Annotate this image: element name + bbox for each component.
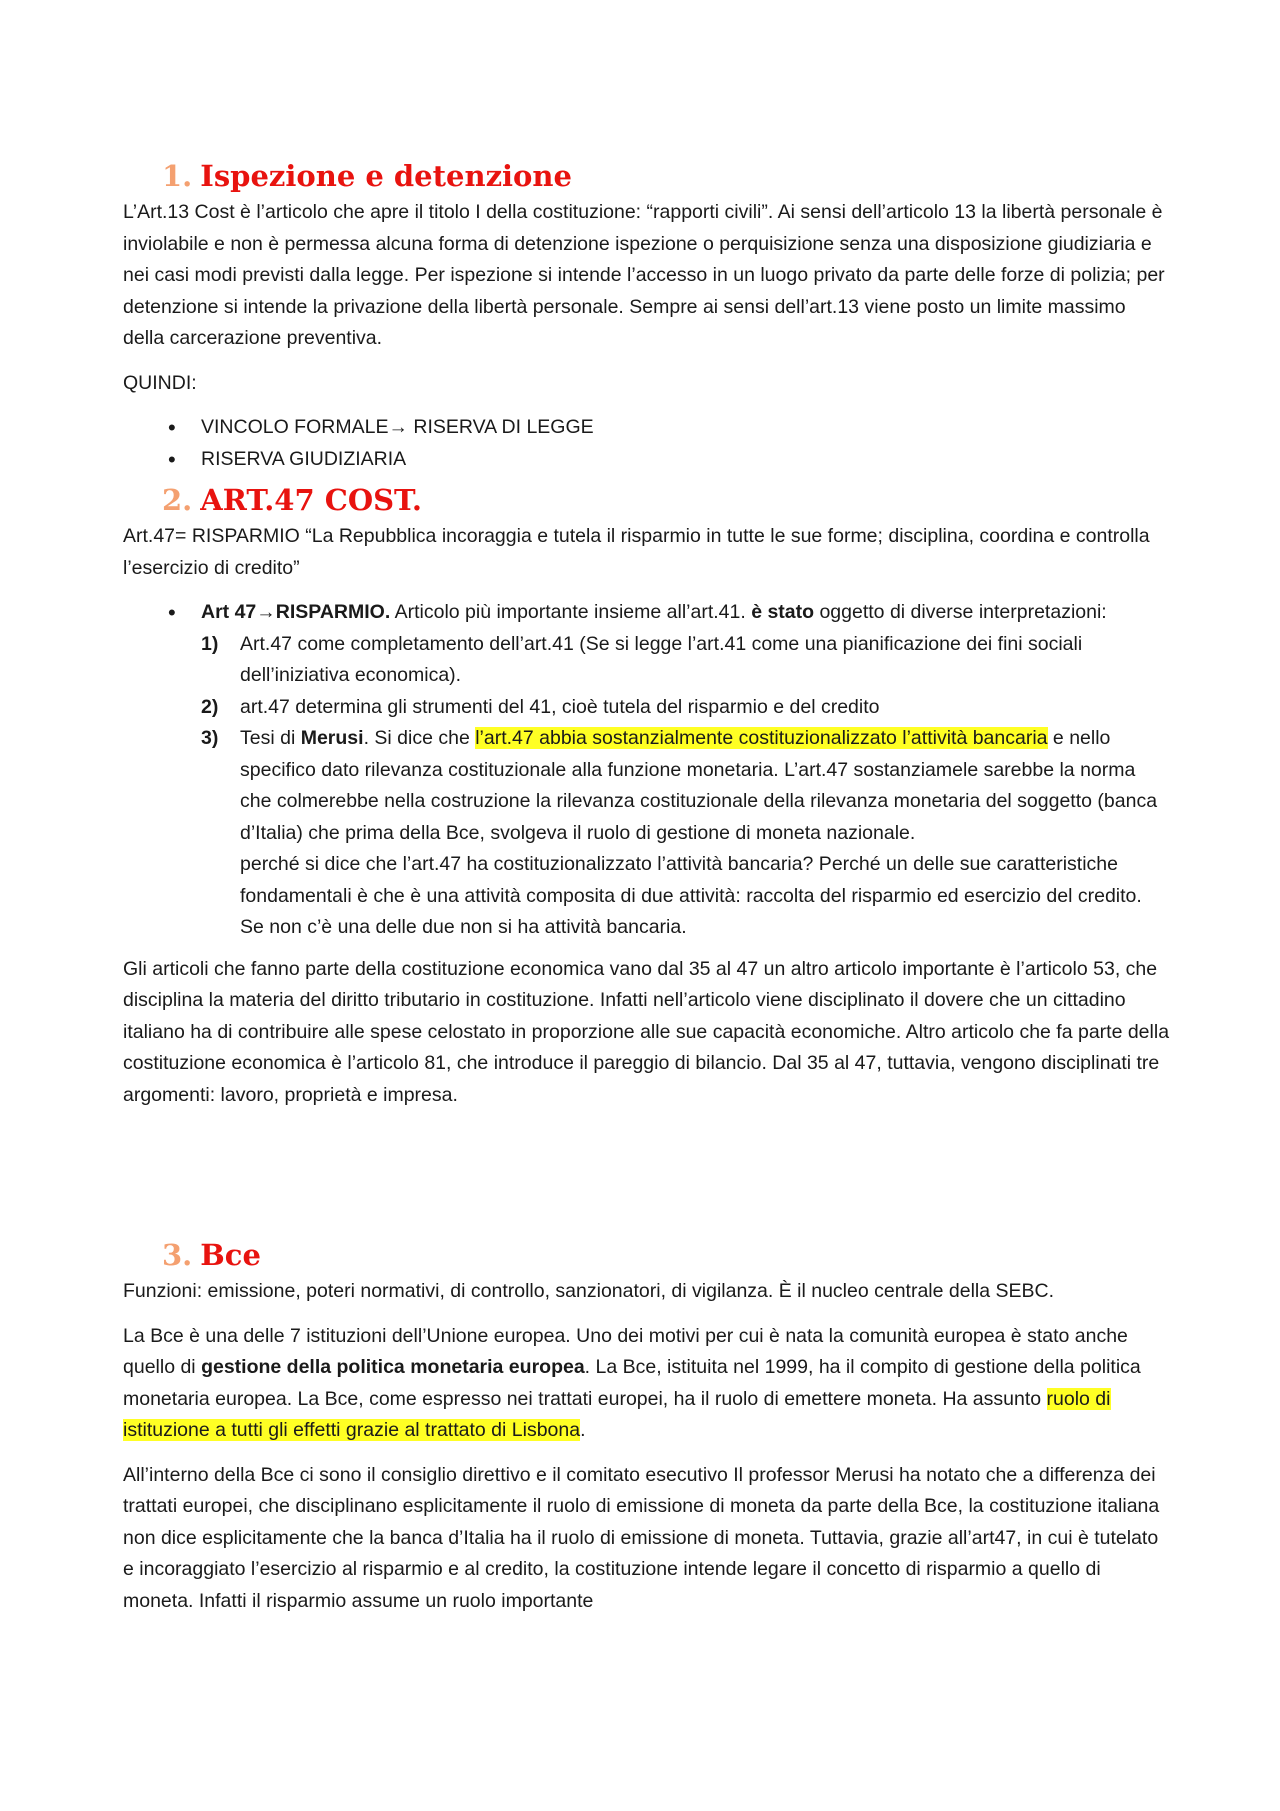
numbered-list: [201, 629, 1170, 944]
bold-text: è stato: [751, 601, 815, 623]
text-run: Art.47 come completamento dell’art.41 (Se si legge l’art.41 come una pianificazione dei fini sociali dell’iniziativa economica).: [240, 632, 1083, 686]
arrow-icon: →: [388, 416, 408, 438]
text-run: La Bce è una delle 7 istituzioni dell’Unione europea. Uno dei motivi per cui è nata la comunità europea è stato anche quello di: [123, 1324, 1128, 1378]
paragraph: QUINDI:: [123, 371, 197, 394]
section-heading-2: [162, 479, 1170, 521]
list-item: [201, 597, 1170, 944]
list-marker: 3): [201, 727, 219, 749]
bold-text: Merusi: [300, 727, 364, 749]
list-marker: 1): [201, 632, 219, 655]
paragraph: Gli articoli che fanno parte della costituzione economica vano dal 35 al 47 un altro articolo importante è l’articolo 53, che disciplina la materia del diritto tributario in costituzione. Infatti nell’articolo viene disciplinato il dovere che un cittadino italiano ha di contribuire alle spese celostato in proporzione alle sue capacità economiche. Altro articolo che fa parte della costituzione economica è l’articolo 81, che introduce il pareggio di bilancio. Dal 35 al 47, tuttavia, vengono disciplinati tre argomenti: lavoro, proprietà e impresa.: [123, 957, 1170, 1106]
text-run: art.47 determina gli strumenti del 41, cioè tutela del risparmio e del credito: [240, 695, 880, 718]
section-number: 1.: [162, 159, 193, 193]
text-run: perché si dice che l’art.47 ha costituzionalizzato l’attività bancaria? Perché un delle sue caratteristiche fondamentali è che è una attività composita di due attività: raccolta del risparmio ed esercizio del credito. Se non c’è una delle due non si ha attività bancaria.: [240, 853, 1142, 938]
highlighted-text: l’art.47 abbia sostanzialmente costituzionalizzato l’attività bancaria: [475, 727, 1048, 749]
paragraph: Art.47= RISPARMIO “La Repubblica incoraggia e tutela il risparmio in tutte le sue forme; disciplina, coordina e controlla l’esercizio di credito”: [123, 525, 1150, 579]
text-run: . Si dice che: [363, 727, 476, 749]
highlighted-text: ruolo di istituzione a tutti gli effetti grazie al trattato di Lisbona: [123, 1387, 1111, 1441]
section-number: 2.: [162, 483, 193, 517]
list-marker: 2): [201, 695, 219, 718]
list-item: [201, 412, 1170, 444]
section-heading-1: [162, 155, 1170, 197]
bold-text: gestione della politica monetaria europea: [201, 1356, 585, 1378]
list-item: • RISERVA GIUDIZIARIA: [201, 444, 1170, 476]
document-page: [123, 155, 1170, 1630]
list-item: [201, 629, 1170, 692]
text-run: .: [580, 1419, 586, 1441]
bold-text: Art 47: [201, 601, 257, 623]
bullet-list: [123, 597, 1170, 944]
bold-text: RISPARMIO.: [275, 601, 391, 623]
section-title: ART.47 COST.: [200, 483, 422, 517]
text-run: Articolo più importante insieme all’art.41.: [390, 601, 752, 623]
arrow-icon: →: [256, 601, 276, 623]
paragraph: All’interno della Bce ci sono il consiglio direttivo e il comitato esecutivo Il professor Merusi ha notato che a differenza dei trattati europei, che disciplinano esplicitamente il ruolo di emissione di moneta da parte della Bce, la costituzione italiana non dice esplicitamente che la banca d’Italia ha il ruolo di emissione di moneta. Tuttavia, grazie all’art47, in cui è tutelato e incoraggiato l’esercizio al risparmio e al credito, la costituzione intende legare il concetto di risparmio a quello di moneta. Infatti il risparmio assume un ruolo importante: [123, 1463, 1160, 1612]
paragraph: Funzioni: emissione, poteri normativi, di controllo, sanzionatori, di vigilanza. È il nucleo centrale della SEBC.: [123, 1280, 1055, 1302]
section-title: Bce: [200, 1238, 261, 1272]
bullet-list: [123, 412, 1170, 475]
text-run: Tesi di: [240, 727, 301, 749]
list-item: [201, 692, 1170, 724]
paragraph: L’Art.13 Cost è l’articolo che apre il titolo I della costituzione: “rapporti civili”. Ai sensi dell’articolo 13 la libertà personale è inviolabile e non è permessa alcuna forma di detenzione ispezione o perquisizione senza una disposizione giudiziaria e nei casi modi previsti dalla legge. Per ispezione si intende l’accesso in un luogo privato da parte delle forze di polizia; per detenzione si intende la privazione della libertà personale. Sempre ai sensi dell’art.13 viene posto un limite massimo della carcerazione preventiva.: [123, 201, 1165, 349]
text-run: VINCOLO FORMALE: [201, 416, 389, 438]
text-run: . La Bce, istituita nel 1999, ha il compito di gestione della politica monetaria europea. La Bce, come espresso nei trattati europei, ha il ruolo di emettere moneta. Ha assunto: [123, 1356, 1141, 1410]
paragraph: [123, 1321, 1170, 1447]
section-heading-3: [162, 1234, 1170, 1276]
text-run: e nello specifico dato rilevanza costituzionale alla funzione monetaria. L’art.47 sostanziamele sarebbe la norma che colmerebbe nella costruzione la rilevanza costituzionale della rilevanza monetaria del soggetto (banca d’Italia) che prima della Bce, svolgeva il ruolo di gestione di moneta nazionale.: [240, 727, 1158, 844]
section-number: 3.: [162, 1238, 193, 1272]
text-run: oggetto di diverse interpretazioni:: [814, 601, 1107, 623]
section-title: Ispezione e detenzione: [200, 159, 572, 193]
text-run: RISERVA DI LEGGE: [407, 416, 594, 438]
spacer: [123, 1124, 1170, 1234]
list-item: [201, 723, 1170, 944]
